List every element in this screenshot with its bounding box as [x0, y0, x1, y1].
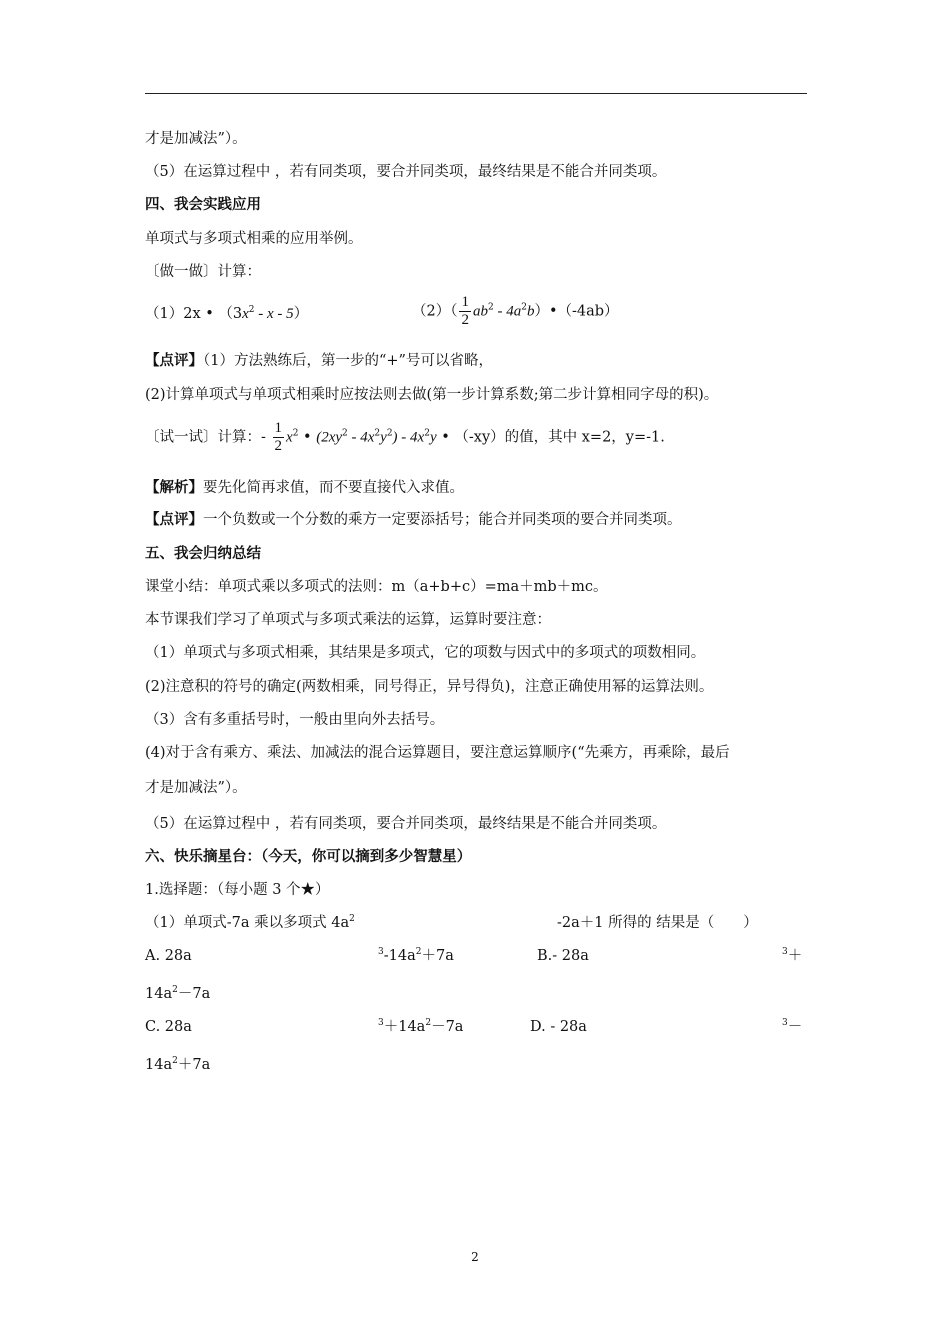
fraction-one-half: $\frac{1}{2}$: [274, 420, 283, 454]
text-line: （1）单项式与多项式相乘，其结果是多项式，它的项数与因式中的多项式的项数相同。: [145, 645, 706, 661]
option-c: C. 28a: [145, 1019, 192, 1035]
text-line: 本节课我们学习了单项式与多项式乘法的运算，运算时要注意：: [145, 612, 551, 628]
comment-line: 【点评】（1）方法熟练后，第一步的“+”号可以省略，: [145, 352, 493, 369]
text-line: （3）含有多重括号时，一般由里向外去括号。: [145, 712, 445, 728]
text-line: 1.选择题：（每小题 3 个★）: [145, 882, 330, 898]
option-b: B.- 28a: [537, 948, 589, 964]
exercise-1: （1）2x • （$3x^2$ - x - 5）: [145, 305, 309, 322]
section-heading-6: 六、快乐摘星台：（今天，你可以摘到多少智慧星）: [145, 848, 472, 865]
text-line: 单项式与多项式相乘的应用举例。: [145, 231, 363, 247]
comment-line: 【点评】一个负数或一个分数的乘方一定要添括号；能合并同类项的要合并同类项。: [145, 511, 682, 528]
analysis-line: 【解析】要先化简再求值，而不要直接代入求值。: [145, 479, 464, 496]
section-heading-5: 五、我会归纳总结: [145, 545, 261, 562]
option-d-tail: $^3$－: [782, 1018, 803, 1035]
option-b-tail: $^3$＋: [782, 947, 803, 964]
text-line: (4)对于含有乘方、乘法、加减法的混合运算题目，要注意运算顺序(“先乘方，再乘除，最后: [145, 745, 730, 761]
question-1-cont: -2a＋1 所得的 结果是（ ）: [557, 915, 758, 931]
header-rule: [145, 93, 807, 94]
option-a: A. 28a: [145, 948, 192, 964]
text-line: 课堂小结：单项式乘以多项式的法则：m（a+b+c）=ma＋mb＋mc。: [145, 579, 608, 595]
exercise-2: （2）（ $\frac{1}{2}$ $ab^2$ - $4a^2b)•(-4ab)$: [412, 294, 619, 328]
option-a-tail: $^3-14a^2+7a$: [378, 947, 454, 964]
text-line: 才是加减法”）。: [145, 131, 247, 147]
try-it-line: 〔试一试〕计算：- $\frac{1}{2}$ $x^2$ • $(2xy^2 - 4x^2y^2) - 4x^2y$ • （-xy）的值，其中 x=2，y=-1.: [145, 420, 665, 454]
text-line: (2)计算单项式与单项式相乘时应按法则去做(第一步计算系数;第二步计算相同字母的积)。: [145, 387, 719, 403]
text-line: （5）在运算过程中 ，若有同类项，要合并同类项，最终结果是不能合并同类项。: [145, 164, 667, 180]
section-heading-4: 四、我会实践应用: [145, 196, 261, 213]
option-d-cont: $14a^2+7a$: [145, 1056, 211, 1073]
question-1: （1）单项式-7a 乘以多项式 $4a^2$: [145, 914, 355, 931]
text-line: （5）在运算过程中 ，若有同类项，要合并同类项，最终结果是不能合并同类项。: [145, 816, 667, 832]
option-d: D. - 28a: [530, 1019, 587, 1035]
option-c-tail: $^3+14a^2-7a$: [378, 1018, 464, 1035]
text-line: 才是加减法”）。: [145, 780, 247, 796]
text-line: 〔做一做〕计算：: [145, 264, 261, 280]
page-number: 2: [471, 1250, 479, 1264]
option-b-cont: $14a^2-7a$: [145, 985, 211, 1002]
fraction-one-half: $\frac{1}{2}$: [461, 294, 469, 328]
text-line: (2)注意积的符号的确定(两数相乘，同号得正，异号得负)，注意正确使用幂的运算法则。: [145, 679, 714, 695]
